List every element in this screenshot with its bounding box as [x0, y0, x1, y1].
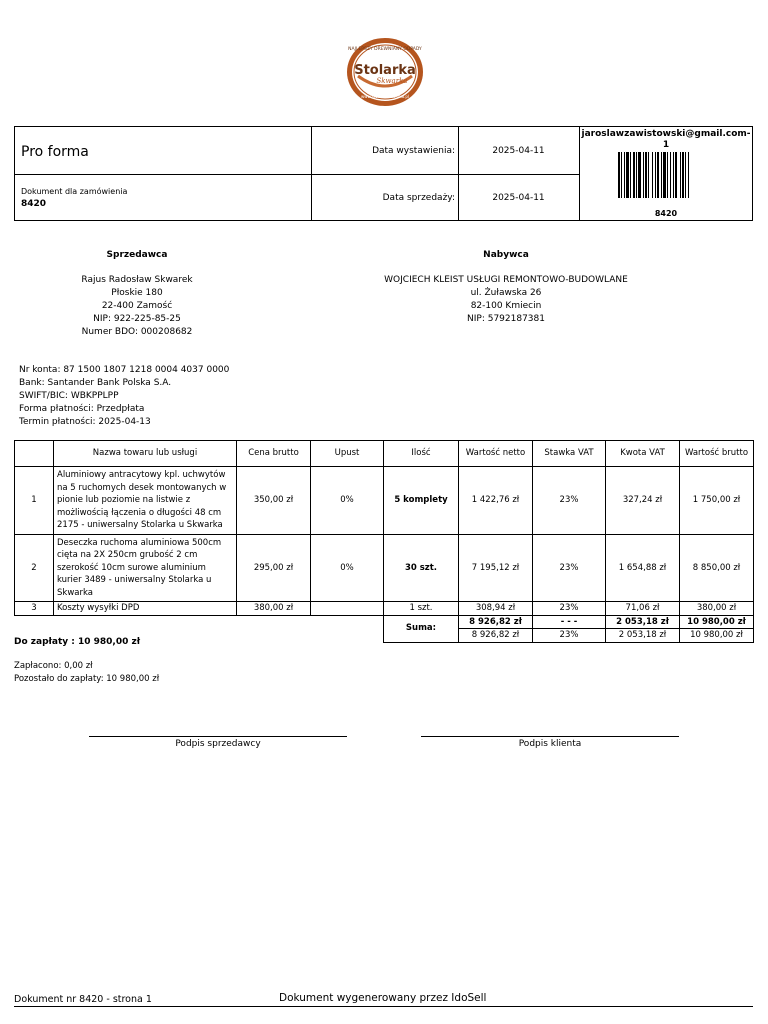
cell-name: Aluminiowy antracytowy kpl. uchwytów na 5 ruchomych desek montowanych w pionie lub poziomie na listwie z możliwością łączenia o długości 48 cm 2175 - uniwersalny Stolarka u Skwarka — [54, 467, 237, 535]
document-title: Pro forma — [21, 144, 89, 160]
seller-line: NIP: 922-225-85-25 — [93, 314, 181, 324]
col-header — [15, 441, 54, 467]
barcode-bar — [645, 152, 647, 198]
cell-discount: 0% — [311, 534, 384, 602]
cell-net: 1 422,76 zł — [459, 467, 533, 535]
cell-discount — [311, 602, 384, 616]
amount-paid: Zapłacono: 0,00 zł — [14, 661, 93, 671]
sum-row — [15, 615, 754, 629]
table-row — [15, 602, 754, 616]
seller-line: 22-400 Zamość — [101, 301, 173, 311]
buyer-title: Nabywca — [483, 250, 529, 260]
cell-discount: 0% — [311, 467, 384, 535]
barcode-bar — [621, 152, 622, 198]
barcode-bar — [630, 152, 631, 198]
seller-line: Rajus Radosław Skwarek — [81, 275, 193, 285]
buyer-block — [366, 249, 646, 326]
amount-remaining: Pozostało do zapłaty: 10 980,00 zł — [14, 674, 160, 684]
sum-label: Suma: — [384, 615, 459, 642]
logo-sub-text: Skwarka — [376, 77, 408, 85]
barcode-bar — [688, 152, 689, 198]
cell-vat-amount: 1 654,88 zł — [606, 534, 680, 602]
footer-doc-number: Dokument nr 8420 - strona 1 — [14, 994, 152, 1005]
order-label: Dokument dla zamówienia — [21, 187, 128, 196]
col-header: Wartość brutto — [680, 441, 754, 467]
client-signature-label: Podpis klienta — [518, 739, 582, 749]
cell-vat-amount: 71,06 zł — [606, 602, 680, 616]
buyer-line: WOJCIECH KLEIST USŁUGI REMONTOWO-BUDOWLANE — [384, 275, 628, 285]
seller-line: Numer BDO: 000208682 — [81, 327, 193, 337]
barcode-bar — [655, 152, 656, 198]
barcode-number: 8420 — [654, 209, 678, 218]
barcode — [618, 152, 714, 198]
payment-method: Forma płatności: Przedpłata — [19, 404, 145, 414]
sale-date: 2025-04-11 — [492, 193, 545, 203]
col-header: Upust — [311, 441, 384, 467]
seller-signature-line — [89, 736, 347, 737]
cell-qty: 1 szt. — [384, 602, 459, 616]
cell-price: 295,00 zł — [237, 534, 311, 602]
bank-account: Nr konta: 87 1500 1807 1218 0004 4037 0000 — [19, 365, 230, 375]
barcode-bar — [638, 152, 641, 198]
barcode-bar — [667, 152, 668, 198]
sum-vat-amount: 2 053,18 zł — [606, 629, 680, 643]
sum-vat-amount: 2 053,18 zł — [606, 615, 680, 629]
cell-name: Deseczka ruchoma aluminiowa 500cm cięta na 2X 250cm grubość 2 cm szerokość 10cm surowe aluminium kurier 3489 - uniwersalny Stolarka u Skwarka — [54, 534, 237, 602]
customer-email: jaroslawzawistowski@gmail.com-1 — [581, 129, 751, 150]
buyer-line: 82-100 Kmiecin — [470, 301, 542, 311]
seller-signature-label: Podpis sprzedawcy — [175, 739, 261, 749]
col-header: Kwota VAT — [606, 441, 680, 467]
cell-lp: 3 — [15, 602, 54, 616]
barcode-bar — [685, 152, 686, 198]
table-header-row — [15, 441, 754, 467]
col-header: Stawka VAT — [533, 441, 606, 467]
issue-date: 2025-04-11 — [492, 146, 545, 156]
cell-qty: 30 szt. — [384, 534, 459, 602]
bank-name: Bank: Santander Bank Polska S.A. — [19, 378, 172, 388]
barcode-bar — [636, 152, 637, 198]
amount-due: Do zapłaty : 10 980,00 zł — [14, 637, 141, 647]
barcode-bar — [670, 152, 671, 198]
cell-vat-rate: 23% — [533, 602, 606, 616]
cell-price: 350,00 zł — [237, 467, 311, 535]
cell-net: 7 195,12 zł — [459, 534, 533, 602]
items-table — [14, 440, 754, 643]
footer-divider — [14, 1006, 753, 1007]
cell-lp: 2 — [15, 534, 54, 602]
logo-ring-text-bottom: www.stolarkaskwarka.pl — [360, 94, 410, 99]
barcode-bar — [673, 152, 674, 198]
barcode-bar — [643, 152, 644, 198]
col-header: Ilość — [384, 441, 459, 467]
barcode-bar — [618, 152, 620, 198]
client-signature-line — [421, 736, 679, 737]
cell-price: 380,00 zł — [237, 602, 311, 616]
seller-title: Sprzedawca — [106, 250, 168, 260]
table-row — [15, 534, 754, 602]
col-header: Nazwa towaru lub usługi — [54, 441, 237, 467]
seller-line: Płoskie 180 — [111, 288, 163, 298]
logo-main-text: Stolarka — [354, 63, 416, 78]
buyer-line: ul. Żuławska 26 — [470, 288, 542, 298]
barcode-bar — [657, 152, 659, 198]
logo-ring-text: NAJLEPSZY DREWNIANY ODPADY — [348, 47, 422, 52]
sale-date-label: Data sprzedaży: — [382, 193, 455, 203]
sum-net: 8 926,82 zł — [459, 615, 533, 629]
cell-gross: 1 750,00 zł — [680, 467, 754, 535]
payment-info — [19, 364, 229, 429]
cell-qty: 5 komplety — [384, 467, 459, 535]
cell-vat-amount: 327,24 zł — [606, 467, 680, 535]
cell-name: Koszty wysyłki DPD — [54, 602, 237, 616]
barcode-bar — [633, 152, 635, 198]
footer-generated: Dokument wygenerowany przez IdoSell — [279, 992, 487, 1004]
sum-gross: 10 980,00 zł — [680, 629, 754, 643]
col-header: Cena brutto — [237, 441, 311, 467]
sum-vat-rate: 23% — [533, 629, 606, 643]
swift-code: SWIFT/BIC: WBKPPLPP — [19, 391, 119, 401]
barcode-bar — [663, 152, 666, 198]
company-logo — [344, 36, 426, 108]
barcode-bar — [652, 152, 653, 198]
cell-net: 308,94 zł — [459, 602, 533, 616]
sum-net: 8 926,82 zł — [459, 629, 533, 643]
cell-vat-rate: 23% — [533, 467, 606, 535]
payment-due: Termin płatności: 2025-04-13 — [19, 417, 151, 427]
buyer-line: NIP: 5792187381 — [467, 314, 545, 324]
barcode-bar — [682, 152, 684, 198]
seller-block — [57, 249, 217, 339]
barcode-bar — [680, 152, 681, 198]
order-number: 8420 — [21, 199, 47, 209]
cell-vat-rate: 23% — [533, 534, 606, 602]
table-row — [15, 467, 754, 535]
sum-vat-rate: - - - — [533, 615, 606, 629]
barcode-bar — [624, 152, 625, 198]
barcode-bar — [661, 152, 662, 198]
document-header — [14, 126, 753, 221]
barcode-bar — [648, 152, 649, 198]
col-header: Wartość netto — [459, 441, 533, 467]
sum-gross: 10 980,00 zł — [680, 615, 754, 629]
issue-date-label: Data wystawienia: — [372, 146, 455, 156]
barcode-bar — [626, 152, 629, 198]
cell-gross: 8 850,00 zł — [680, 534, 754, 602]
cell-gross: 380,00 zł — [680, 602, 754, 616]
barcode-bar — [675, 152, 677, 198]
cell-lp: 1 — [15, 467, 54, 535]
